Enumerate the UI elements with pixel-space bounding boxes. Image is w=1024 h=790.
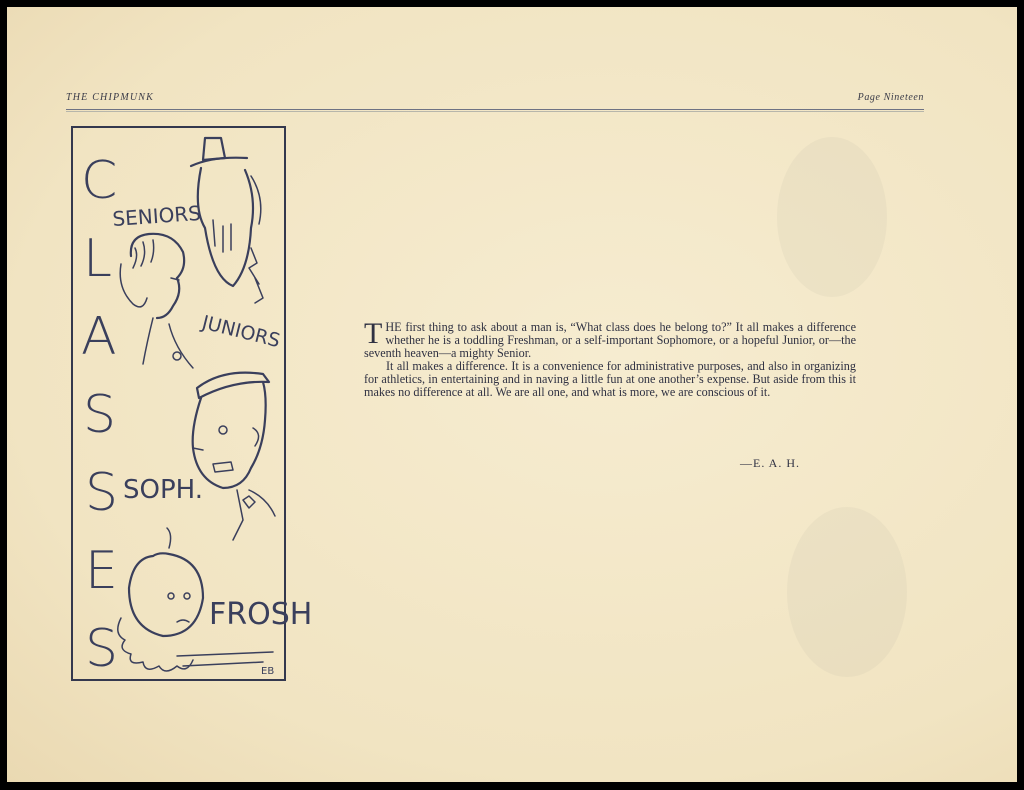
juniors-label: JUNIORS — [199, 311, 283, 353]
author-attribution: —E. A. H. — [740, 456, 800, 470]
classes-illustration — [71, 126, 313, 681]
bleed-through-shadow — [787, 507, 907, 677]
soph-label: SOPH. — [123, 475, 204, 505]
title-letter: S — [85, 463, 119, 523]
drop-cap: T — [364, 317, 383, 350]
bleed-through-shadow — [777, 137, 887, 297]
title-letter: E — [85, 541, 118, 601]
sophomore-caricature — [193, 373, 275, 540]
seniors-label: SENIORS — [111, 200, 202, 231]
title-letter: S — [83, 385, 117, 445]
publication-title: THE CHIPMUNK — [66, 92, 155, 103]
title-letter: A — [81, 307, 117, 367]
frosh-label: FROSH — [209, 597, 313, 632]
classes-drawing — [73, 128, 313, 679]
article-paragraph-1 — [364, 317, 856, 360]
paragraph-1-text: HE first thing to ask about a man is, “What class does he belong to?” It all makes a difference whether he is a toddling Freshman, or a self-important Sophomore, or a hopeful Junior, or—the seventh heaven—a mighty Senior. — [364, 320, 856, 360]
title-letter: C — [81, 151, 118, 211]
header-rule — [66, 109, 924, 112]
running-head — [66, 92, 924, 108]
artist-monogram: EB — [261, 666, 275, 677]
senior-caricature — [191, 138, 263, 303]
article-paragraph-2: It all makes a difference. It is a convenience for administrative purposes, and also in organizing for athletics, in entertaining and in naving a little fun at one another’s expense. But aside from this it makes no difference at all. We are all one, and what is more, we are conscious of it. — [364, 359, 856, 399]
page-number: Page Nineteen — [857, 92, 924, 103]
title-letter: S — [85, 619, 119, 679]
junior-caricature — [120, 234, 193, 368]
title-letter: L — [83, 229, 112, 289]
article-body — [364, 317, 856, 411]
